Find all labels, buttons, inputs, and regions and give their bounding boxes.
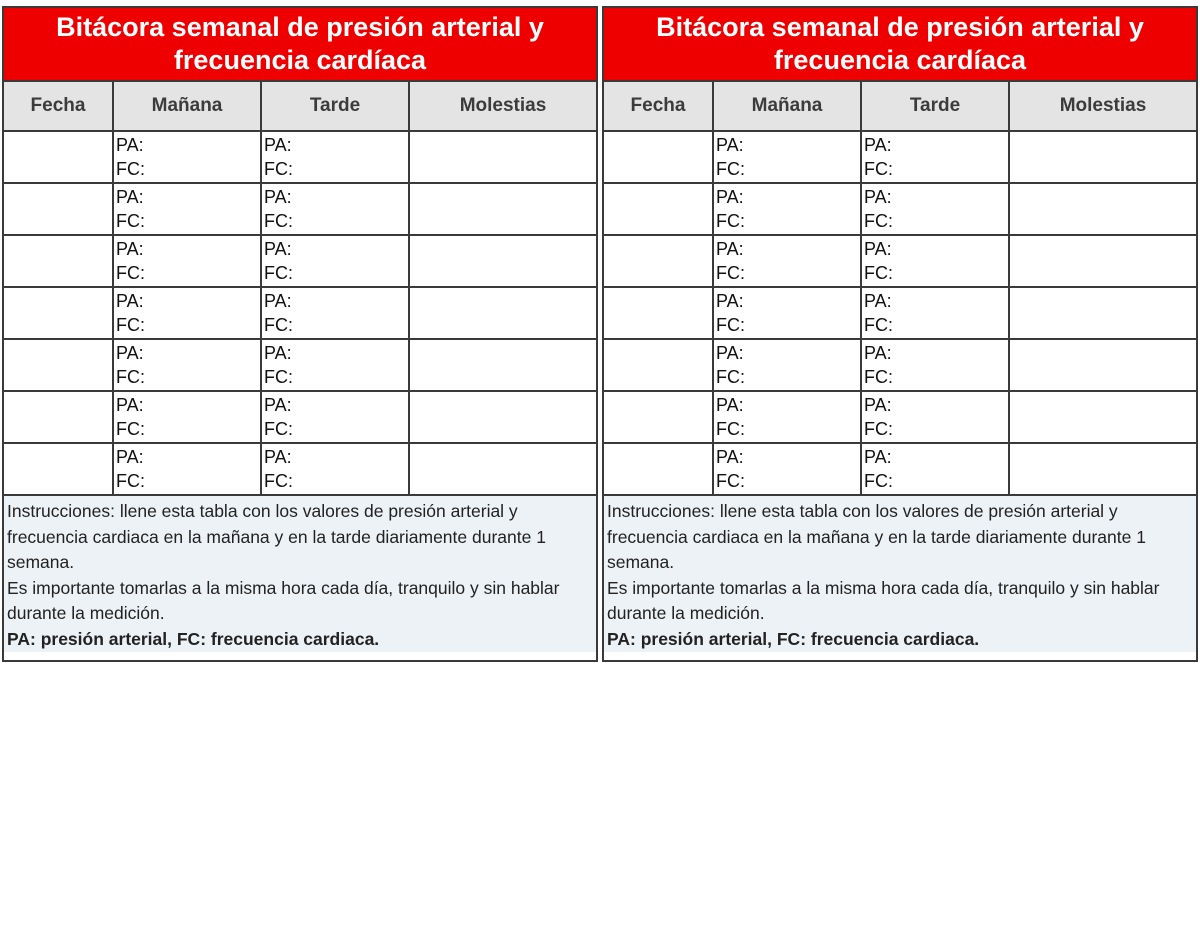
symptoms-cell[interactable] — [1010, 340, 1196, 390]
pa-label: PA: — [116, 239, 144, 259]
symptoms-cell[interactable] — [1010, 392, 1196, 442]
table-row — [604, 236, 1196, 288]
pa-label: PA: — [264, 187, 292, 207]
table-header — [4, 82, 596, 132]
fc-label: FC: — [116, 367, 145, 387]
pa-label: PA: — [864, 239, 892, 259]
fc-label: FC: — [864, 211, 893, 231]
afternoon-cell[interactable] — [262, 236, 410, 286]
pa-label: PA: — [716, 395, 744, 415]
fc-label: FC: — [716, 315, 745, 335]
pa-label: PA: — [264, 343, 292, 363]
fc-label: FC: — [864, 159, 893, 179]
table-row — [4, 184, 596, 236]
pa-label: PA: — [116, 447, 144, 467]
fc-label: FC: — [264, 263, 293, 283]
table-row — [4, 288, 596, 340]
table-row — [604, 184, 1196, 236]
instructions-note: Es importante tomarlas a la misma hora cada día, tranquilo y sin hablar durante la medición. — [7, 577, 560, 623]
morning-cell[interactable] — [114, 184, 262, 234]
afternoon-cell[interactable] — [262, 340, 410, 390]
pa-label: PA: — [864, 187, 892, 207]
blood-pressure-log-left — [2, 6, 598, 662]
morning-cell[interactable] — [114, 236, 262, 286]
symptoms-cell[interactable] — [1010, 132, 1196, 182]
table-header — [604, 82, 1196, 132]
fc-label: FC: — [264, 367, 293, 387]
symptoms-cell[interactable] — [410, 444, 596, 494]
pa-label: PA: — [716, 291, 744, 311]
instructions-box — [4, 496, 596, 652]
morning-cell[interactable] — [714, 392, 862, 442]
pa-label: PA: — [716, 343, 744, 363]
date-cell[interactable] — [604, 392, 714, 442]
fc-label: FC: — [864, 419, 893, 439]
fc-label: FC: — [116, 315, 145, 335]
table-row — [4, 392, 596, 444]
instructions-text: Instrucciones: llene esta tabla con los valores de presión arterial y frecuencia cardiaca en la mañana y en la tarde diariamente durante 1 semana. — [607, 501, 1146, 572]
pa-label: PA: — [116, 187, 144, 207]
header-manana: Mañana — [714, 82, 862, 130]
table-row — [4, 132, 596, 184]
pa-label: PA: — [716, 447, 744, 467]
pa-label: PA: — [264, 395, 292, 415]
abbreviations-legend: PA: presión arterial, FC: frecuencia cardiaca. — [607, 628, 980, 649]
header-molestias: Molestias — [459, 95, 547, 116]
fc-label: FC: — [116, 471, 145, 491]
symptoms-cell[interactable] — [410, 288, 596, 338]
fc-label: FC: — [864, 367, 893, 387]
fc-label: FC: — [864, 263, 893, 283]
header-tarde: Tarde — [262, 82, 410, 130]
pa-label: PA: — [864, 395, 892, 415]
pa-label: PA: — [264, 291, 292, 311]
date-cell[interactable] — [4, 444, 114, 494]
table-row — [604, 340, 1196, 392]
fc-label: FC: — [264, 419, 293, 439]
pa-label: PA: — [116, 291, 144, 311]
fc-label: FC: — [716, 367, 745, 387]
morning-cell[interactable] — [714, 340, 862, 390]
afternoon-cell[interactable] — [262, 132, 410, 182]
pa-label: PA: — [264, 239, 292, 259]
afternoon-cell[interactable] — [862, 340, 1010, 390]
date-cell[interactable] — [4, 288, 114, 338]
table-row — [604, 288, 1196, 340]
morning-cell[interactable] — [114, 392, 262, 442]
table-row — [4, 444, 596, 496]
symptoms-cell[interactable] — [410, 236, 596, 286]
fc-label: FC: — [116, 263, 145, 283]
symptoms-cell[interactable] — [410, 392, 596, 442]
afternoon-cell[interactable] — [862, 184, 1010, 234]
date-cell[interactable] — [4, 132, 114, 182]
date-cell[interactable] — [604, 236, 714, 286]
table-row — [604, 444, 1196, 496]
morning-cell[interactable] — [714, 236, 862, 286]
date-cell[interactable] — [4, 236, 114, 286]
afternoon-cell[interactable] — [262, 392, 410, 442]
blood-pressure-log-right — [602, 6, 1198, 662]
pa-label: PA: — [864, 135, 892, 155]
pa-label: PA: — [264, 447, 292, 467]
pa-label: PA: — [716, 239, 744, 259]
afternoon-cell[interactable] — [262, 444, 410, 494]
symptoms-cell[interactable] — [1010, 288, 1196, 338]
fc-label: FC: — [864, 471, 893, 491]
pa-label: PA: — [116, 343, 144, 363]
symptoms-cell[interactable] — [1010, 236, 1196, 286]
fc-label: FC: — [864, 315, 893, 335]
morning-cell[interactable] — [114, 444, 262, 494]
symptoms-cell[interactable] — [410, 184, 596, 234]
afternoon-cell[interactable] — [262, 288, 410, 338]
fc-label: FC: — [116, 211, 145, 231]
header-fecha: Fecha — [4, 82, 114, 130]
log-title: Bitácora semanal de presión arterial y frecuencia cardíaca — [4, 8, 596, 82]
morning-cell[interactable] — [714, 132, 862, 182]
date-cell[interactable] — [604, 444, 714, 494]
date-cell[interactable] — [604, 288, 714, 338]
fc-label: FC: — [264, 159, 293, 179]
table-row — [604, 392, 1196, 444]
symptoms-cell[interactable] — [1010, 184, 1196, 234]
header-tarde: Tarde — [862, 82, 1010, 130]
afternoon-cell[interactable] — [862, 132, 1010, 182]
pa-label: PA: — [264, 135, 292, 155]
afternoon-cell[interactable] — [862, 444, 1010, 494]
date-cell[interactable] — [604, 340, 714, 390]
header-molestias: Molestias — [1059, 95, 1147, 116]
afternoon-cell[interactable] — [862, 236, 1010, 286]
log-title: Bitácora semanal de presión arterial y frecuencia cardíaca — [604, 8, 1196, 82]
symptoms-cell[interactable] — [410, 340, 596, 390]
table-row — [604, 132, 1196, 184]
afternoon-cell[interactable] — [862, 288, 1010, 338]
instructions-note: Es importante tomarlas a la misma hora cada día, tranquilo y sin hablar durante la medición. — [607, 577, 1160, 623]
pa-label: PA: — [716, 187, 744, 207]
morning-cell[interactable] — [114, 288, 262, 338]
table-row — [4, 236, 596, 288]
symptoms-cell[interactable] — [1010, 444, 1196, 494]
header-fecha: Fecha — [604, 82, 714, 130]
morning-cell[interactable] — [714, 184, 862, 234]
fc-label: FC: — [116, 419, 145, 439]
date-cell[interactable] — [604, 132, 714, 182]
pa-label: PA: — [864, 343, 892, 363]
date-cell[interactable] — [4, 392, 114, 442]
date-cell[interactable] — [4, 184, 114, 234]
table-row — [4, 340, 596, 392]
morning-cell[interactable] — [714, 288, 862, 338]
header-manana: Mañana — [114, 82, 262, 130]
pa-label: PA: — [864, 291, 892, 311]
fc-label: FC: — [716, 263, 745, 283]
date-cell[interactable] — [604, 184, 714, 234]
symptoms-cell[interactable] — [410, 132, 596, 182]
fc-label: FC: — [716, 211, 745, 231]
abbreviations-legend: PA: presión arterial, FC: frecuencia cardiaca. — [7, 628, 380, 649]
fc-label: FC: — [716, 419, 745, 439]
morning-cell[interactable] — [114, 132, 262, 182]
pa-label: PA: — [116, 135, 144, 155]
fc-label: FC: — [116, 159, 145, 179]
pa-label: PA: — [716, 135, 744, 155]
date-cell[interactable] — [4, 340, 114, 390]
afternoon-cell[interactable] — [262, 184, 410, 234]
morning-cell[interactable] — [114, 340, 262, 390]
fc-label: FC: — [716, 159, 745, 179]
morning-cell[interactable] — [714, 444, 862, 494]
pa-label: PA: — [864, 447, 892, 467]
fc-label: FC: — [264, 471, 293, 491]
fc-label: FC: — [264, 211, 293, 231]
pa-label: PA: — [116, 395, 144, 415]
fc-label: FC: — [716, 471, 745, 491]
afternoon-cell[interactable] — [862, 392, 1010, 442]
instructions-text: Instrucciones: llene esta tabla con los valores de presión arterial y frecuencia cardiaca en la mañana y en la tarde diariamente durante 1 semana. — [7, 501, 546, 572]
instructions-box — [604, 496, 1196, 652]
fc-label: FC: — [264, 315, 293, 335]
